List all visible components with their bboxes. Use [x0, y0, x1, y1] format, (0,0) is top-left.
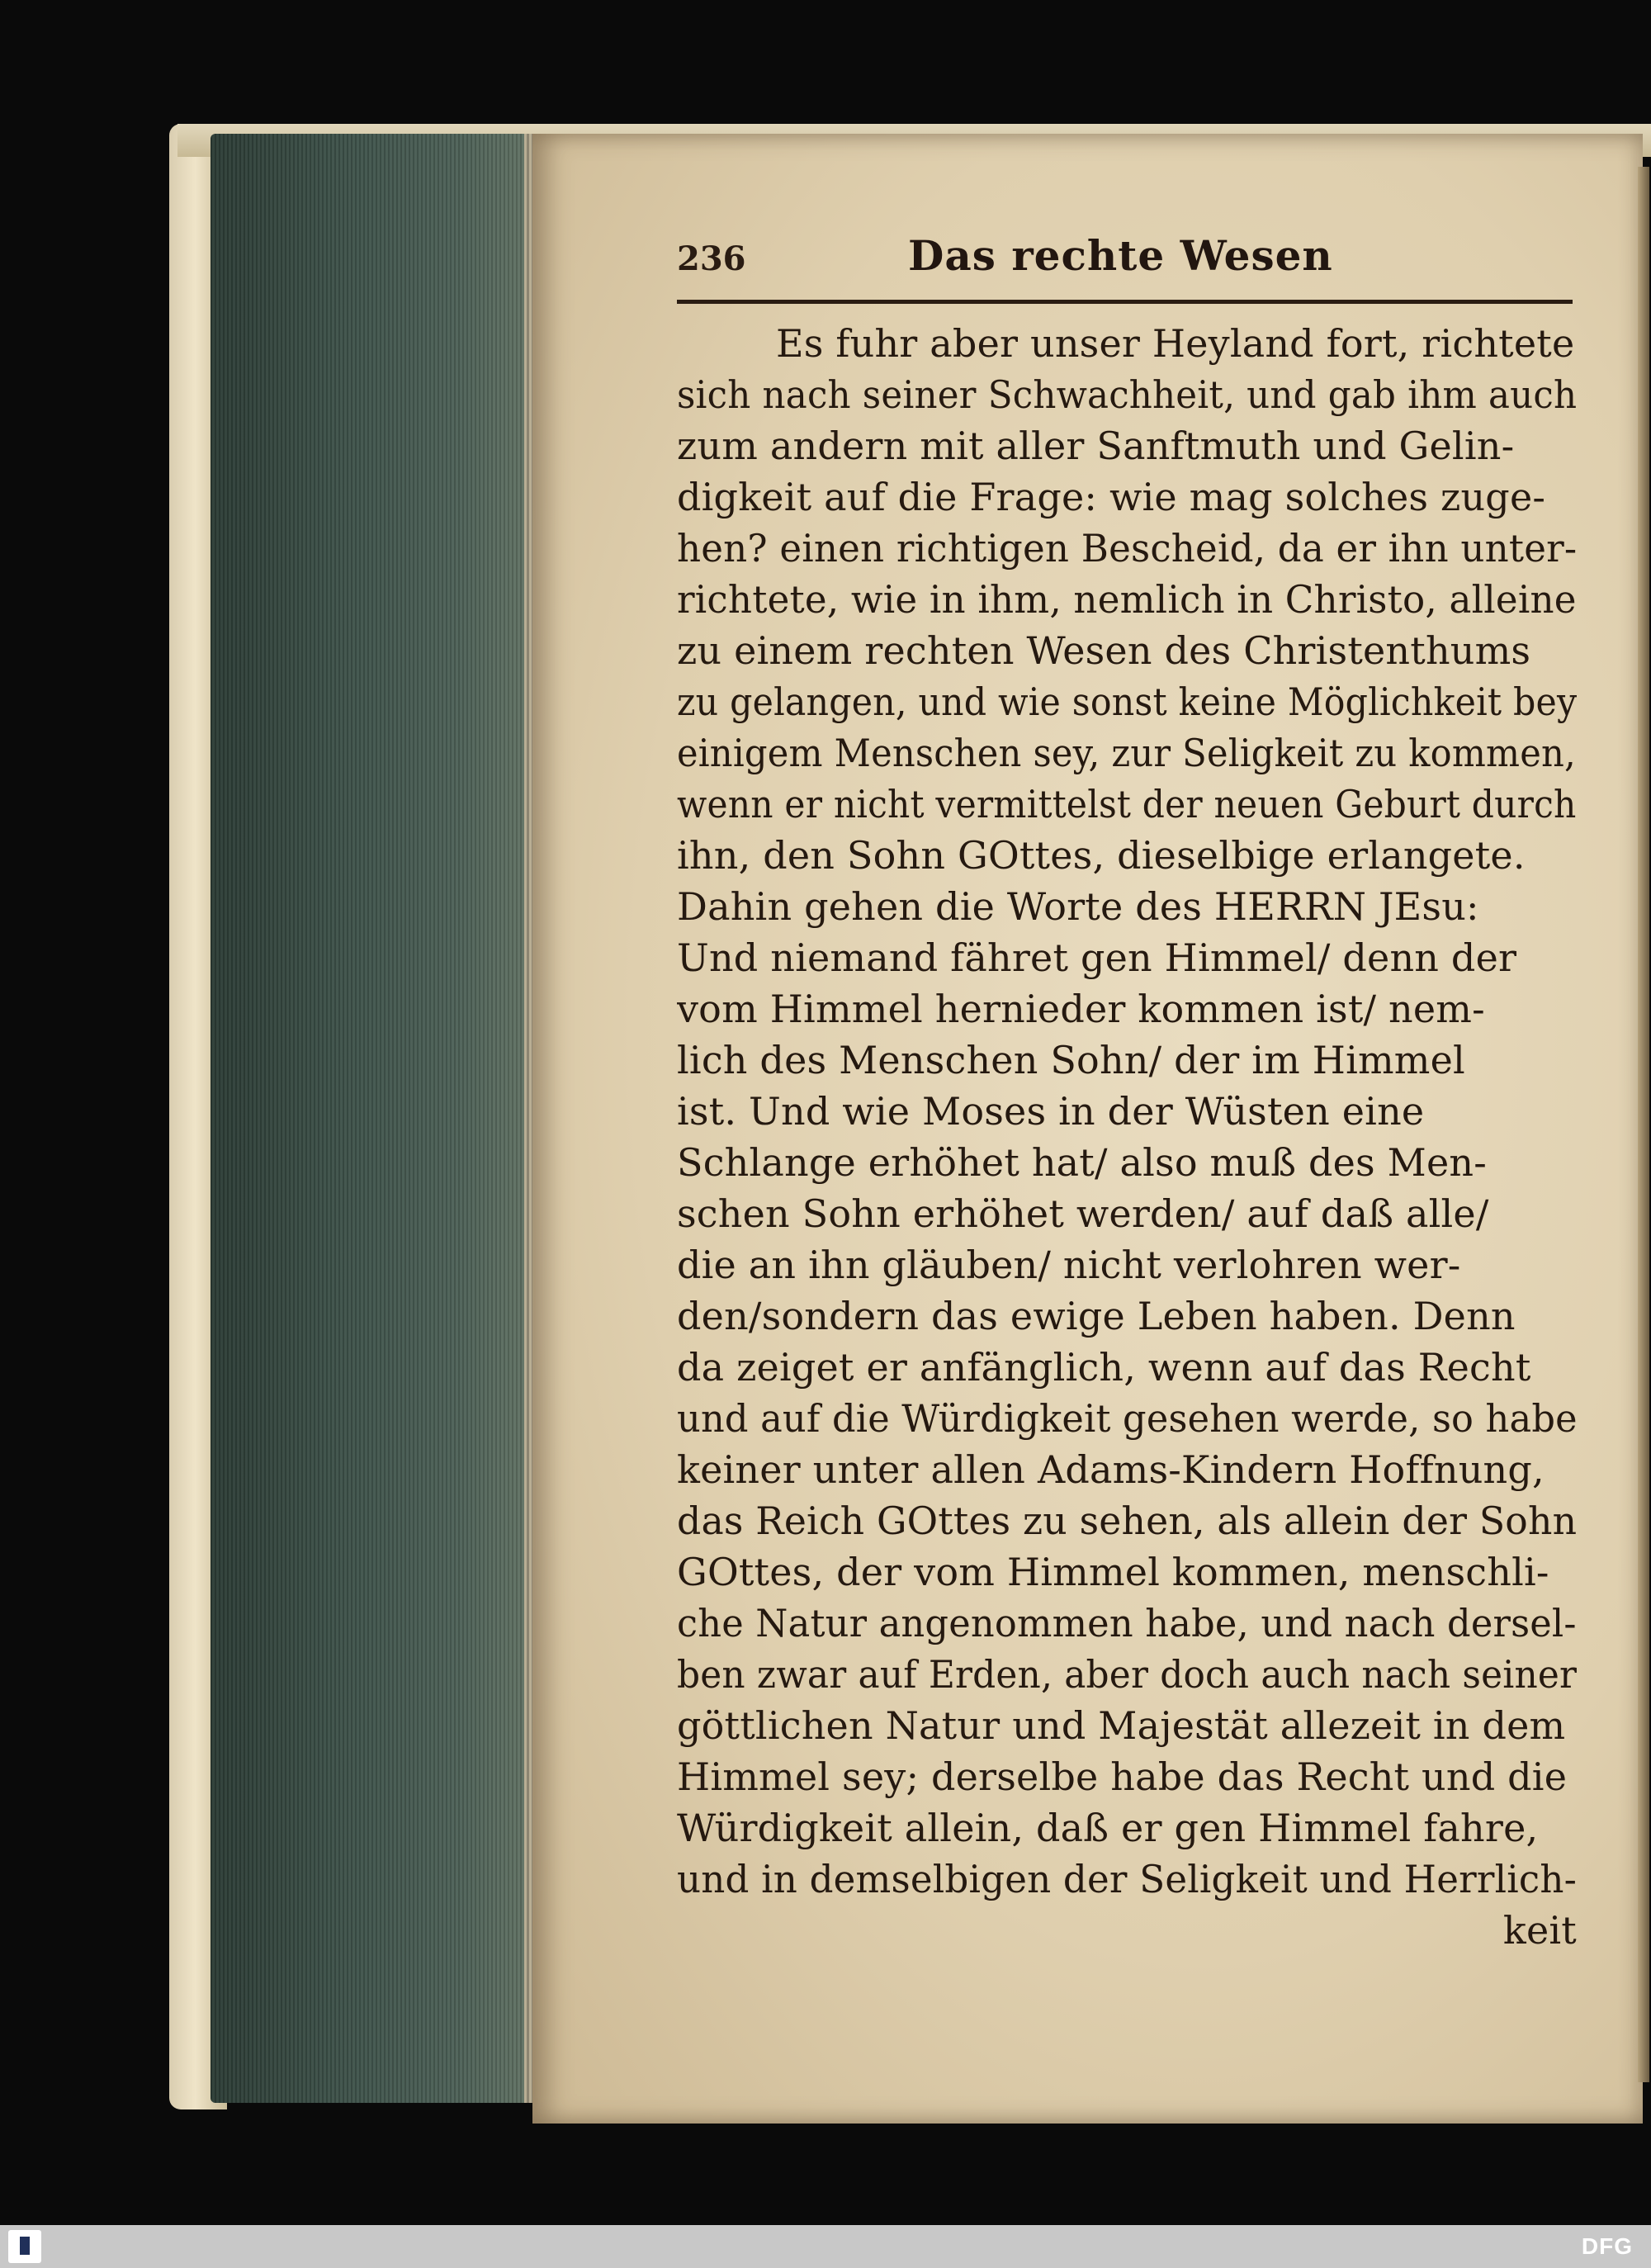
text-line: richtete, wie in ihm, nemlich in Christo, alleine	[677, 577, 1577, 622]
body-text	[677, 318, 1577, 1956]
catchword: keit	[1502, 1908, 1577, 1953]
text-line: einigem Menschen sey, zur Seligkeit zu kommen,	[677, 731, 1577, 775]
running-head: Das rechte Wesen	[908, 231, 1333, 280]
text-line: zum andern mit aller Sanftmuth und Gelin-	[677, 424, 1515, 468]
text-line: wenn er nicht vermittelst der neuen Geburt durch	[677, 782, 1577, 826]
text-line: göttlichen Natur und Majestät allezeit in dem	[677, 1703, 1566, 1748]
dfg-logo[interactable]: DFG	[1581, 2233, 1633, 2259]
text-line: ist. Und wie Moses in der Wüsten eine	[677, 1089, 1425, 1134]
text-line: die an ihn gläuben/ nicht verlohren wer-	[677, 1243, 1461, 1287]
text-line: vom Himmel hernieder kommen ist/ nem-	[677, 987, 1485, 1031]
text-line: GOttes, der vom Himmel kommen, menschli-	[677, 1550, 1549, 1594]
text-line: digkeit auf die Frage: wie mag solches zuge-	[677, 475, 1546, 519]
text-line: zu gelangen, und wie sonst keine Möglichkeit bey	[677, 679, 1578, 724]
text-line: und in demselbigen der Seligkeit und Herrlich-	[677, 1857, 1577, 1901]
text-line: che Natur angenommen habe, und nach dersel-	[677, 1601, 1577, 1645]
text-line: ben zwar auf Erden, aber doch auch nach seiner	[677, 1652, 1578, 1697]
text-line: keiner unter allen Adams-Kindern Hoffnung,	[677, 1447, 1545, 1492]
text-line: lich des Menschen Sohn/ der im Himmel	[677, 1038, 1465, 1082]
page-right-edge	[1638, 167, 1649, 2082]
text-line: ihn, den Sohn GOttes, dieselbige erlangete.	[677, 833, 1526, 878]
header-rule	[677, 300, 1573, 304]
library-logo-mark	[20, 2237, 30, 2255]
viewer-footer	[0, 2225, 1651, 2268]
text-line: sich nach seiner Schwachheit, und gab ihm auch	[677, 372, 1577, 417]
text-line: Würdigkeit allein, daß er gen Himmel fahre,	[677, 1806, 1539, 1850]
page-number: 236	[677, 239, 746, 278]
library-logo-icon[interactable]	[8, 2230, 41, 2263]
page-edges	[211, 134, 565, 2103]
text-line: da zeiget er anfänglich, wenn auf das Recht	[677, 1345, 1531, 1390]
text-line: und auf die Würdigkeit gesehen werde, so habe	[677, 1396, 1578, 1441]
text-line: zu einem rechten Wesen des Christenthums	[677, 628, 1531, 673]
text-line: hen? einen richtigen Bescheid, da er ihn unter-	[677, 526, 1577, 571]
text-line: Es fuhr aber unser Heyland fort, richtete	[776, 321, 1575, 366]
text-line: Schlange erhöhet hat/ also muß des Men-	[677, 1140, 1487, 1185]
text-line: Und niemand fähret gen Himmel/ denn der	[677, 935, 1517, 980]
text-line: den/sondern das ewige Leben haben. Denn	[677, 1294, 1516, 1338]
text-line: das Reich GOttes zu sehen, als allein der Sohn	[677, 1499, 1578, 1543]
text-line: schen Sohn erhöhet werden/ auf daß alle/	[677, 1191, 1489, 1236]
text-line: Dahin gehen die Worte des HERRN JEsu:	[677, 884, 1479, 929]
text-line: Himmel sey; derselbe habe das Recht und die	[677, 1754, 1568, 1799]
